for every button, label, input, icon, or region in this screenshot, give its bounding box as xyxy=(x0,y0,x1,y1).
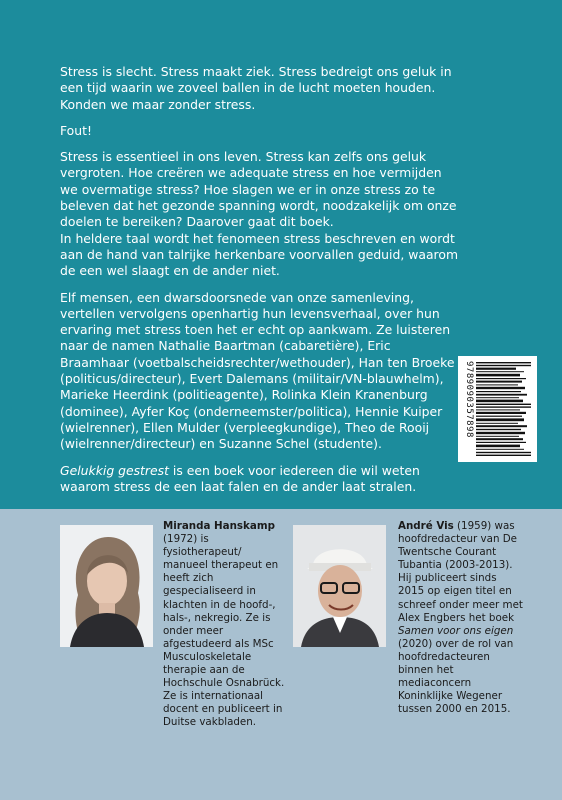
blurb-paragraph-5: Elf mensen, een dwarsdoorsnede van onze samenleving, vertellen vervolgens openhartig hun levensverhaal, over hun ervaring met stress toen het er echt op aankwam. Ze luisteren naar de namen Nathalie Baartman (cabaretière), Eric Braamhaar (voetbalscheidsrechter/wethouder), Han ten Broeke (politicus/directeur), Evert Dalemans (militair/VN-blauwhelm), Marieke Heerdink (politieagente), Rolinka Klein Kranenburg (dominee), Ayfer Koç (onderneemster/politica), Hennie Kuiper (wielrenner), Ellen Mulder (verpleegkundige), Theo de Rooij (wielrenner/directeur) en Suzanne Schel (studente). xyxy=(60,289,455,452)
blurb-paragraph-1: Stress is slecht. Stress maakt ziek. Stress bedreigt ons geluk in een tijd waarin we zoveel ballen in de lucht moeten houden. Konden we maar zonder stress. xyxy=(60,64,452,112)
blurb-paragraph-3: Stress is essentieel in ons leven. Stress kan zelfs ons geluk vergroten. Hoe creëren we adequate stress en hoe vermijden we overmatige stress? Hoe slagen we er in onze stress zo te beleven dat het gezonde spanning wordt, noodzakelijk om onze doelen te bereiken? Daarover gaat dit boek. xyxy=(60,149,457,230)
author-bio-miranda xyxy=(163,520,288,730)
author-bio-text-miranda: (1972) is fysiotherapeut/ manueel therapeut en heeft zich gespecialiseerd in klachten in de hoofd-, hals-, nekregio. Ze is onder meer afgestudeerd als MSc Musculoskeletale therapie aan de Hochschule Osnabrück. Ze is internationaal docent en publiceert in Duitse vakbladen. xyxy=(163,533,285,729)
author-bio-text-andre-b: (2020) over de rol van hoofdredacteuren binnen het mediaconcern Koninklijke Wegener tussen 2000 en 2015. xyxy=(398,637,514,716)
blurb-paragraph-6-text: is een boek voor iedereen die wil weten waarom stress de een laat falen en de ander laat stralen. xyxy=(60,462,420,494)
author-bio-text-andre-a: (1959) was hoofdredacteur van De Twentsche Courant Tubantia (2003-2013). Hij publiceert sinds 2015 op eigen titel en schreef onder meer met Alex Engbers het boek xyxy=(398,520,523,624)
author-photo-miranda xyxy=(60,525,153,647)
author-name-andre: André Vis xyxy=(398,520,454,532)
barcode-bars xyxy=(476,362,531,456)
barcode-digits: 9789090357898 xyxy=(464,361,474,438)
author-book-title: Samen voor ons eigen xyxy=(398,624,514,637)
author-name-miranda: Miranda Hanskamp xyxy=(163,520,275,532)
blurb-paragraph-4: In heldere taal wordt het fenomeen stress beschreven en wordt aan de hand van talrijke herkenbare voorvallen geduid, waarom de een wel slaagt en de ander niet. xyxy=(60,230,459,279)
author-bio-andre xyxy=(398,520,523,716)
book-title: Gelukkig gestrest xyxy=(60,462,169,478)
author-photo-andre xyxy=(293,525,386,647)
blurb-paragraph-6 xyxy=(60,463,460,496)
back-cover-blurb xyxy=(60,64,460,495)
blurb-paragraph-2: Fout! xyxy=(60,122,92,138)
isbn-barcode xyxy=(458,356,537,462)
